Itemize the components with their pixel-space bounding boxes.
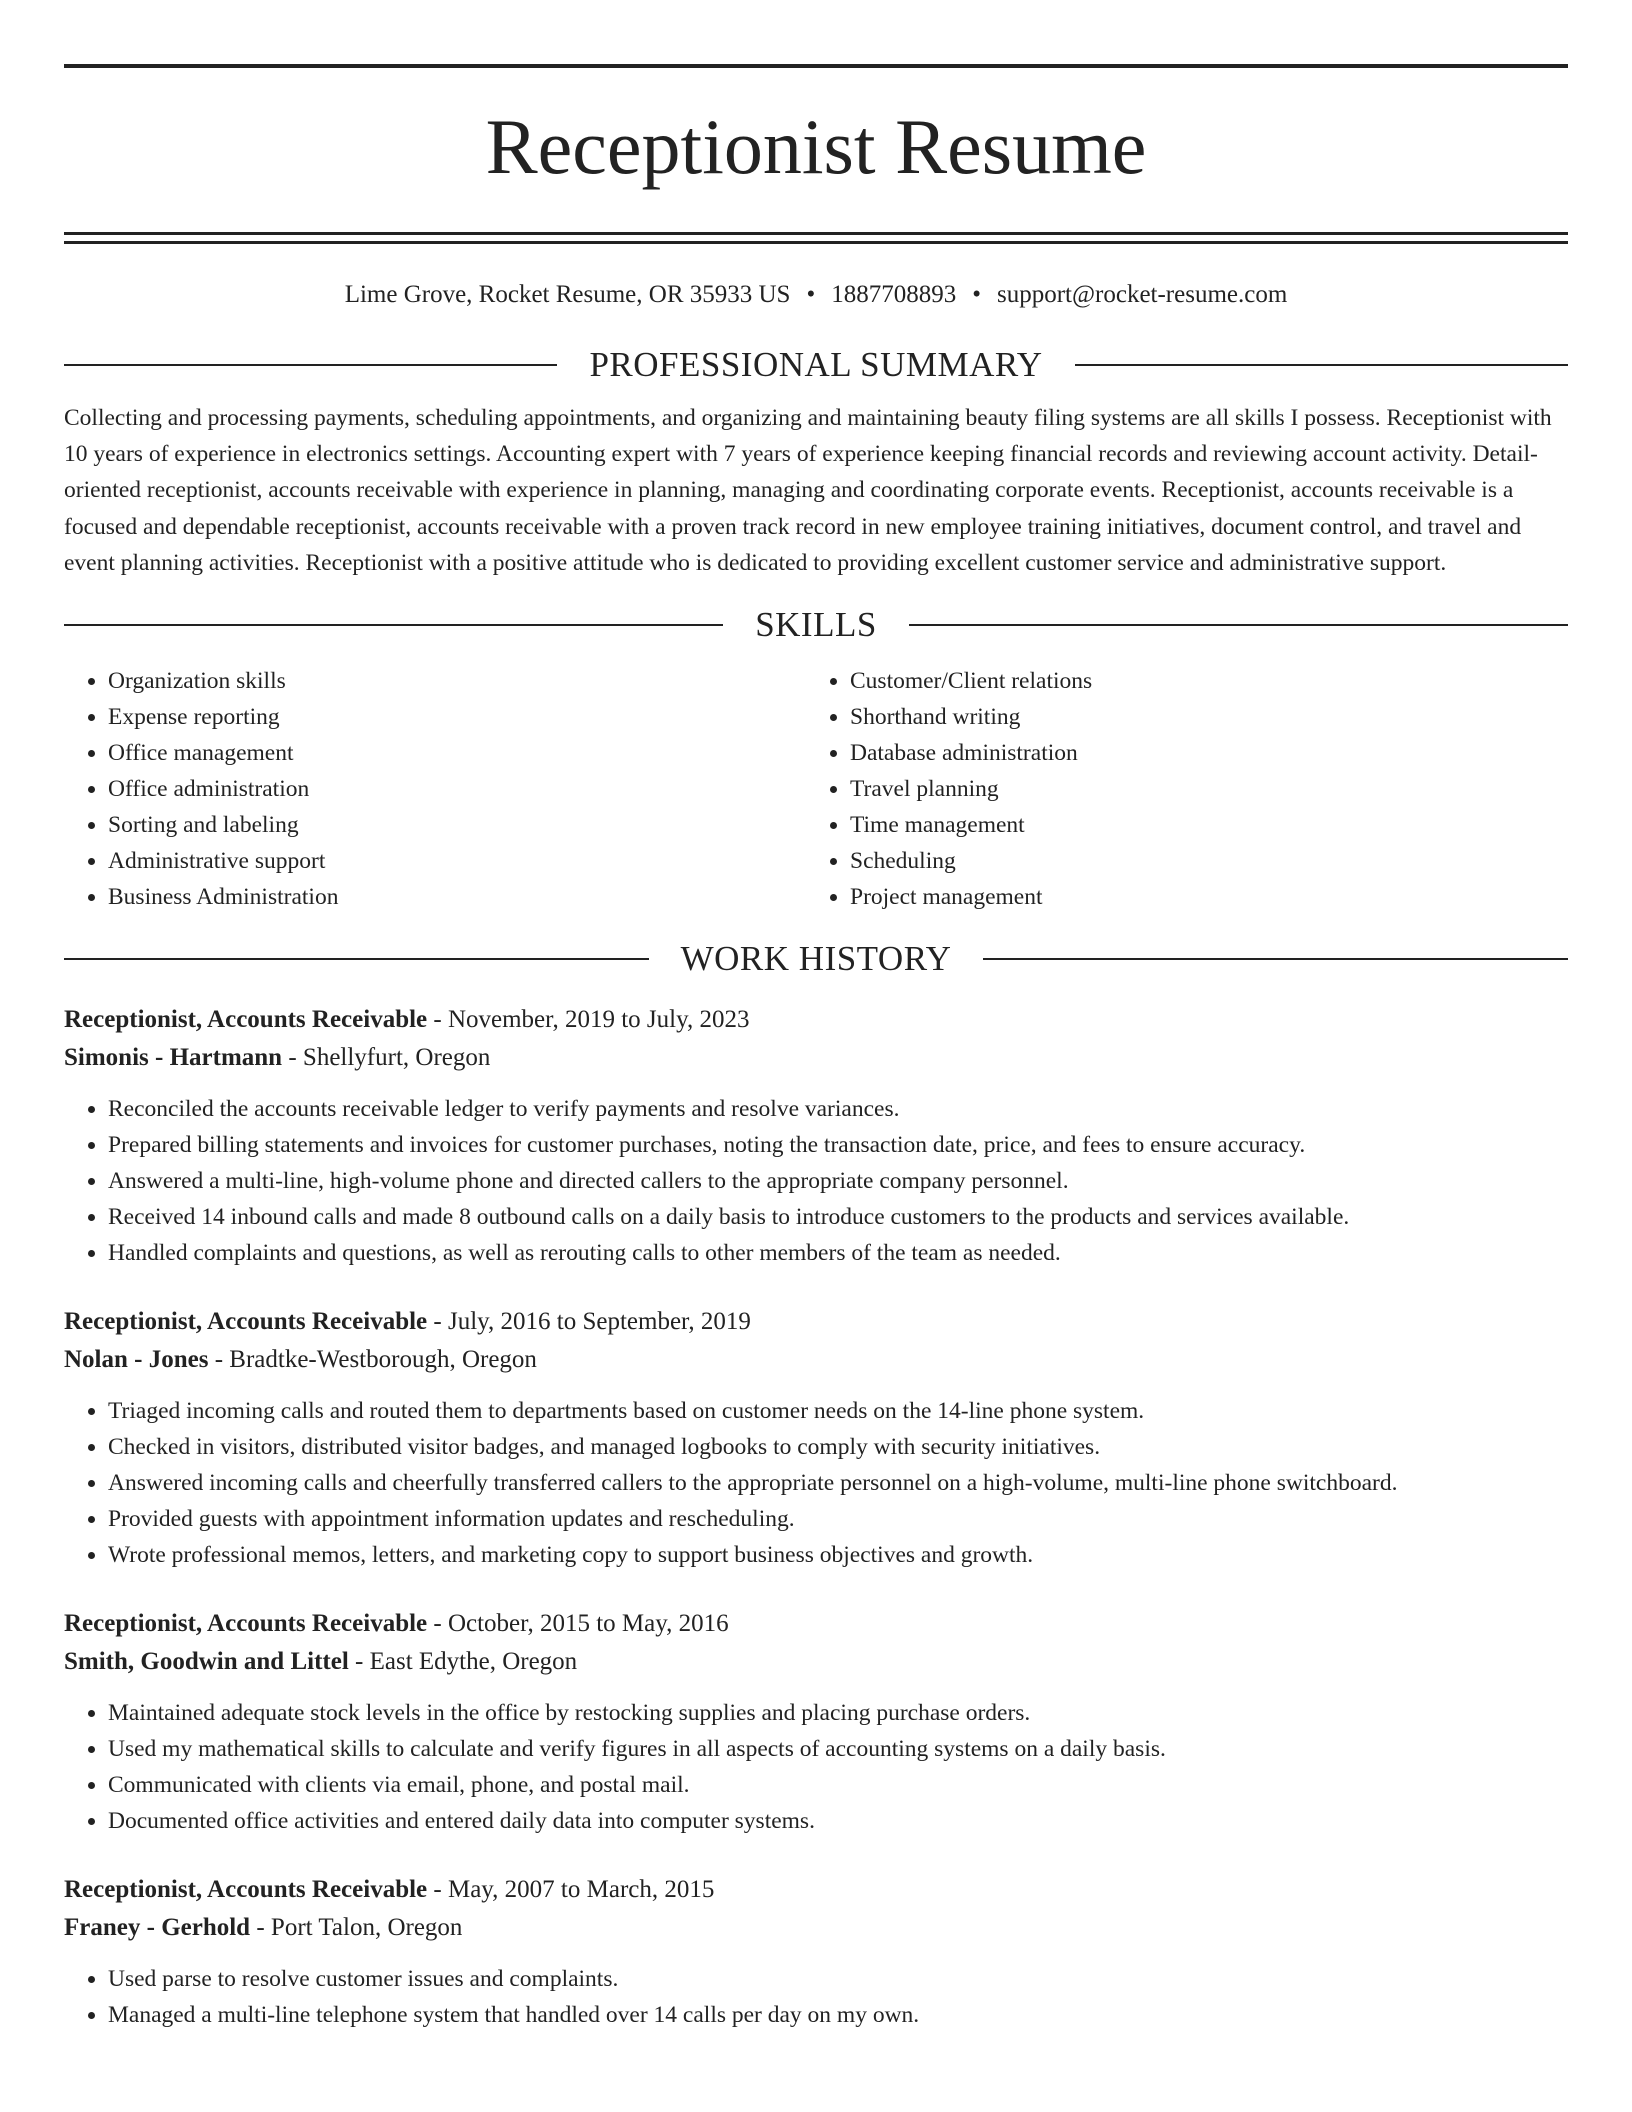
- job-company-line: [64, 1039, 1568, 1077]
- job-bullets: [64, 1961, 1568, 2033]
- skill-item: • Travel planning: [850, 771, 1548, 807]
- job-title: Receptionist, Accounts Receivable: [64, 1610, 428, 1638]
- job-bullet: • Checked in visitors, distributed visitor badges, and managed logbooks to comply with security initiatives.: [108, 1429, 1568, 1465]
- contact-email: support@rocket-resume.com: [997, 281, 1288, 308]
- job-bullet: • Received 14 inbound calls and made 8 outbound calls on a daily basis to introduce customers to the products and services available.: [108, 1199, 1568, 1235]
- job-title: Receptionist, Accounts Receivable: [64, 1308, 428, 1336]
- skill-item: • Administrative support: [108, 843, 806, 879]
- skill-item: • Expense reporting: [108, 699, 806, 735]
- job-location: - Port Talon, Oregon: [250, 1914, 463, 1942]
- divider: [909, 624, 1568, 626]
- job-title-line: [64, 1871, 1568, 1909]
- job-bullets: [64, 1695, 1568, 1839]
- summary-text: Collecting and processing payments, scheduling appointments, and organizing and maintaining beauty filing systems are all skills I possess. Receptionist with 10 years of experience in electronics settings. Accounting expert with 7 years of experience keeping financial records and reviewing account activity. Detail-oriented receptionist, accounts receivable with experience in planning, managing and coordinating corporate events. Receptionist, accounts receivable is a focused and dependable receptionist, accounts receivable with a proven track record in new employee training initiatives, document control, and travel and event planning activities. Receptionist with a positive attitude who is dedicated to providing excellent customer service and administrative support.: [64, 405, 1552, 576]
- skills-list: [64, 663, 1568, 915]
- job-dates: - May, 2007 to March, 2015: [427, 1876, 715, 1904]
- skill-item: • Business Administration: [108, 879, 806, 915]
- job-title-line: [64, 1303, 1568, 1341]
- resume-page: [64, 0, 1568, 2033]
- skill-item: • Office administration: [108, 771, 806, 807]
- job-bullet: • Triaged incoming calls and routed them to departments based on customer needs on the 14-line phone system.: [108, 1393, 1568, 1429]
- job-entry: [64, 1871, 1568, 2033]
- job-bullet: • Maintained adequate stock levels in the office by restocking supplies and placing purchase orders.: [108, 1695, 1568, 1731]
- job-title-line: [64, 1001, 1568, 1039]
- divider: [1075, 364, 1568, 366]
- skill-item: • Time management: [850, 807, 1548, 843]
- skill-item: • Office management: [108, 735, 806, 771]
- job-bullet: • Used parse to resolve customer issues and complaints.: [108, 1961, 1568, 1997]
- skill-item: • Organization skills: [108, 663, 806, 699]
- job-bullet: • Managed a multi-line telephone system that handled over 14 calls per day on my own.: [108, 1997, 1568, 2033]
- job-bullet: • Wrote professional memos, letters, and marketing copy to support business objectives and growth.: [108, 1537, 1568, 1573]
- job-bullets: [64, 1393, 1568, 1573]
- job-location: - East Edythe, Oregon: [348, 1648, 578, 1676]
- summary-section-header: [64, 345, 1568, 385]
- job-bullet: • Reconciled the accounts receivable ledger to verify payments and resolve variances.: [108, 1091, 1568, 1127]
- divider: [983, 958, 1568, 960]
- job-company: Simonis - Hartmann: [64, 1044, 283, 1072]
- job-title-line: [64, 1605, 1568, 1643]
- skills-section-header: [64, 605, 1568, 645]
- job-location: - Bradtke-Westborough, Oregon: [208, 1346, 537, 1374]
- job-entry: [64, 1001, 1568, 1271]
- skills-heading: SKILLS: [755, 605, 877, 645]
- skill-item: • Sorting and labeling: [108, 807, 806, 843]
- job-company-line: [64, 1909, 1568, 1947]
- job-entry: [64, 1303, 1568, 1573]
- contact-phone: 1887708893: [831, 281, 957, 308]
- contact-separator: •: [806, 281, 816, 308]
- skill-item: • Customer/Client relations: [850, 663, 1548, 699]
- job-bullet: • Documented office activities and entered daily data into computer systems.: [108, 1803, 1568, 1839]
- skill-item: • Project management: [850, 879, 1548, 915]
- job-bullet: • Used my mathematical skills to calculate and verify figures in all aspects of accounting systems on a daily basis.: [108, 1731, 1568, 1767]
- skill-item: • Shorthand writing: [850, 699, 1548, 735]
- page-title: Receptionist Resume: [485, 103, 1147, 190]
- job-bullets: [64, 1091, 1568, 1271]
- job-company-line: [64, 1643, 1568, 1681]
- contact-address: Lime Grove, Rocket Resume, OR 35933 US: [344, 281, 791, 308]
- job-dates: - October, 2015 to May, 2016: [427, 1610, 729, 1638]
- job-company: Smith, Goodwin and Littel: [64, 1648, 349, 1676]
- job-entry: [64, 1605, 1568, 1839]
- top-rule: [64, 64, 1568, 68]
- job-bullet: • Provided guests with appointment information updates and rescheduling.: [108, 1501, 1568, 1537]
- job-company: Nolan - Jones: [64, 1346, 209, 1374]
- job-bullet: • Answered incoming calls and cheerfully transferred callers to the appropriate personnel on a high-volume, multi-line phone switchboard.: [108, 1465, 1568, 1501]
- job-company: Franey - Gerhold: [64, 1914, 251, 1942]
- job-bullet: • Communicated with clients via email, phone, and postal mail.: [108, 1767, 1568, 1803]
- contact-separator: •: [972, 281, 981, 308]
- work-section-header: [64, 939, 1568, 979]
- job-location: - Shellyfurt, Oregon: [282, 1044, 491, 1072]
- skills-column-right: [806, 663, 1548, 915]
- job-bullet: • Prepared billing statements and invoices for customer purchases, noting the transaction date, price, and fees to ensure accuracy.: [108, 1127, 1568, 1163]
- divider: [64, 364, 557, 366]
- skill-item: • Database administration: [850, 735, 1548, 771]
- job-dates: - July, 2016 to September, 2019: [427, 1308, 751, 1336]
- skill-item: • Scheduling: [850, 843, 1548, 879]
- divider: [64, 624, 723, 626]
- job-dates: - November, 2019 to July, 2023: [427, 1006, 750, 1034]
- summary-heading: PROFESSIONAL SUMMARY: [589, 345, 1043, 384]
- title-double-rule: [64, 232, 1568, 244]
- job-bullet: • Handled complaints and questions, as well as rerouting calls to other members of the team as needed.: [108, 1235, 1568, 1271]
- job-title: Receptionist, Accounts Receivable: [64, 1876, 428, 1904]
- contact-line: [64, 280, 1568, 310]
- divider: [64, 958, 649, 960]
- job-bullet: • Answered a multi-line, high-volume phone and directed callers to the appropriate company personnel.: [108, 1163, 1568, 1199]
- work-heading: WORK HISTORY: [680, 939, 952, 979]
- job-company-line: [64, 1341, 1568, 1379]
- skills-column-left: [64, 663, 806, 915]
- job-title: Receptionist, Accounts Receivable: [64, 1006, 428, 1034]
